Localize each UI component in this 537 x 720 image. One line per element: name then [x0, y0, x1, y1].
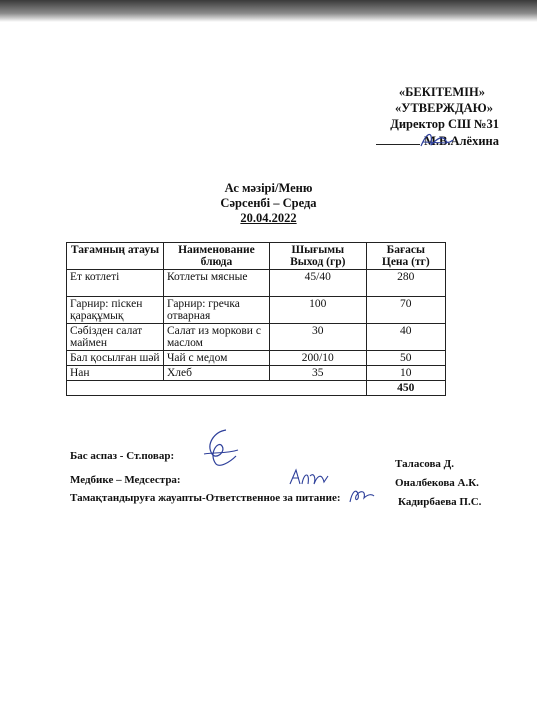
cell-price: 50: [366, 351, 445, 366]
table-row: [67, 270, 446, 297]
cell-ru: Гарнир: гречка отварная: [163, 297, 269, 324]
col-kz-name: Тағамның атауы: [67, 243, 164, 270]
cell-yield: 45/40: [269, 270, 366, 297]
cell-price: 10: [366, 366, 445, 381]
col-yield: Шығымы Выход (гр): [269, 243, 366, 270]
approval-ru: «УТВЕРЖДАЮ»: [395, 101, 493, 115]
cell-kz: Ет котлеті: [67, 270, 164, 297]
total-price: 450: [366, 381, 445, 396]
cell-kz: Сәбізден салат маймен: [67, 324, 164, 351]
cell-yield: 35: [269, 366, 366, 381]
director-name: М.В.Алёхина: [424, 134, 499, 148]
nurse-signature: [286, 464, 332, 488]
table-row: [67, 351, 446, 366]
cook-signature: [196, 424, 244, 472]
cell-ru: Салат из моркови с маслом: [163, 324, 269, 351]
cell-kz: Нан: [67, 366, 164, 381]
cell-price: 70: [366, 297, 445, 324]
scan-top-shadow: [0, 0, 537, 22]
cell-yield: 100: [269, 297, 366, 324]
cell-yield: 30: [269, 324, 366, 351]
menu-date: 20.04.2022: [240, 211, 297, 225]
staff-role-responsible: Тамақтандыруға жауапты-Ответственное за питание:: [70, 492, 341, 504]
cell-yield: 200/10: [269, 351, 366, 366]
table-row: [67, 324, 446, 351]
col-price: Бағасы Цена (тг): [366, 243, 445, 270]
total-row: [67, 381, 446, 396]
cell-kz: Гарнир: піскен қарақұмық: [67, 297, 164, 324]
table-header-row: [67, 243, 446, 270]
cell-price: 280: [366, 270, 445, 297]
table-row: [67, 366, 446, 381]
col-ru-name: Наименование блюда: [163, 243, 269, 270]
total-spacer: [67, 381, 367, 396]
menu-title: Ас мәзірі/Меню: [224, 181, 313, 195]
table-row: [67, 297, 446, 324]
cell-ru: Котлеты мясные: [163, 270, 269, 297]
menu-day: Сәрсенбі – Среда: [220, 196, 317, 210]
menu-table: [66, 242, 446, 396]
cell-price: 40: [366, 324, 445, 351]
staff-name-responsible: Кадирбаева П.С.: [398, 496, 482, 508]
director-signature: [417, 128, 457, 152]
responsible-signature: [346, 484, 376, 506]
cell-ru: Хлеб: [163, 366, 269, 381]
cell-ru: Чай с медом: [163, 351, 269, 366]
approval-kz: «БЕКІТЕМІН»: [398, 85, 485, 99]
staff-name-nurse: Оналбекова А.К.: [395, 477, 479, 489]
staff-role-cook: Бас аспаз - Ст.повар:: [70, 450, 175, 462]
menu-heading: [0, 181, 537, 226]
staff-role-nurse: Медбике – Медсестра:: [70, 474, 181, 486]
staff-name-cook: Таласова Д.: [395, 458, 454, 470]
signature-line: [376, 132, 420, 145]
cell-kz: Бал қосылған шәй: [67, 351, 164, 366]
approval-position: Директор СШ №31: [390, 117, 499, 131]
